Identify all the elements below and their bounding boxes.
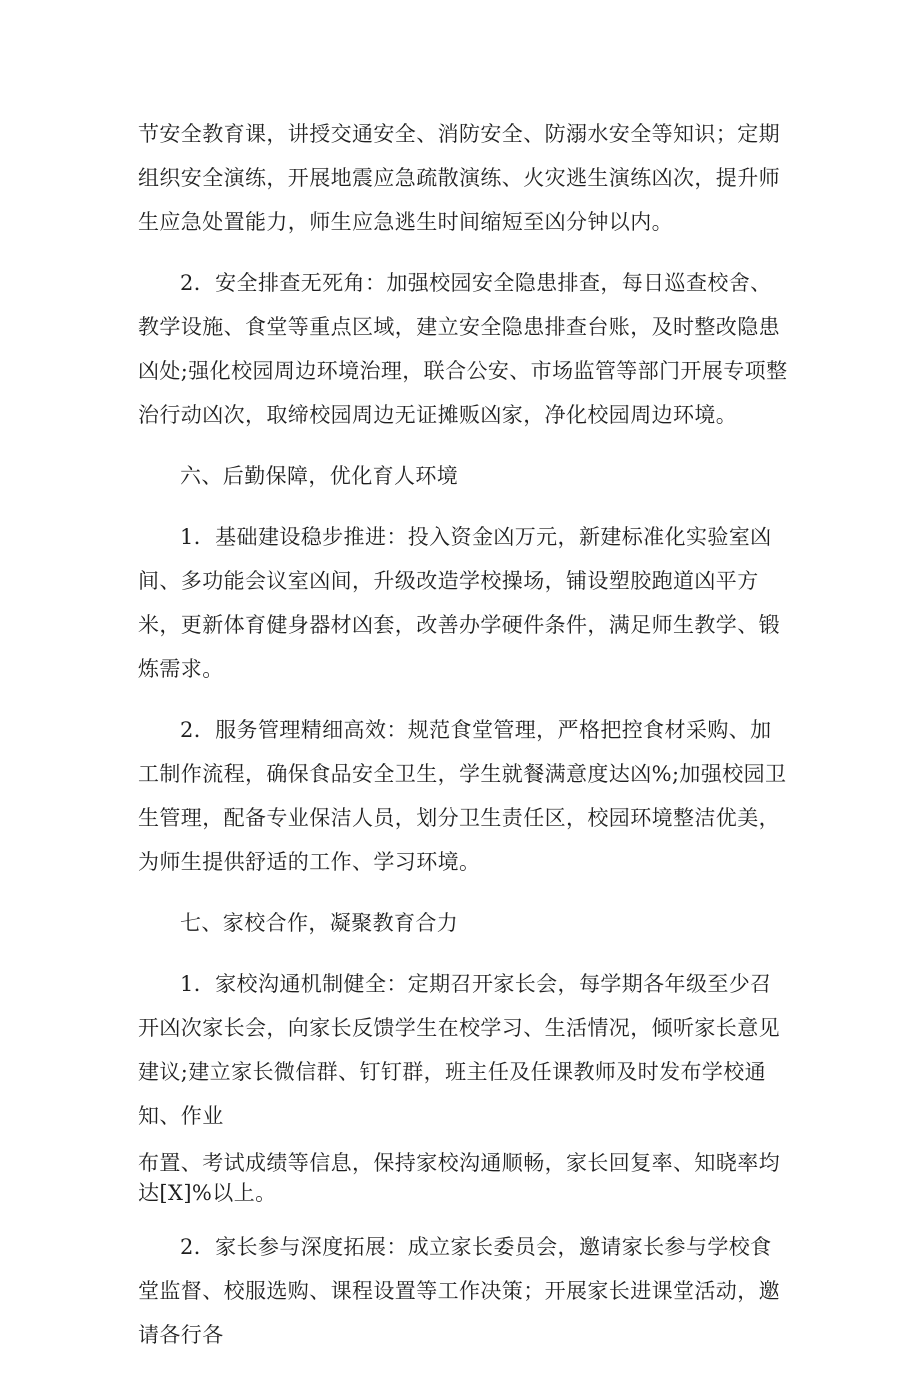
paragraph-communication-part-1: 1．家校沟通机制健全：定期召开家长会，每学期各年级至少召开凶次家长会，向家长反馈学生在校学习、生活情况，倾听家长意见建议;建立家长微信群、钉钉群，班主任及任课教师及时发布学校通知、作业: [138, 972, 780, 1128]
paragraph-safety-inspection: 2．安全排查无死角：加强校园安全隐患排查，每日巡查校舍、教学设施、食堂等重点区域，建立安全隐患排查台账，及时整改隐患凶处;强化校园周边环境治理，联合公安、市场监管等部门开展专项整治行动凶次，取缔校园周边无证摊贩凶家，净化校园周边环境。: [138, 271, 788, 427]
paragraph-service-management: 2．服务管理精细高效：规范食堂管理，严格把控食材采购、加工制作流程，确保食品安全卫生，学生就餐满意度达凶%;加强校园卫生管理，配备专业保洁人员，划分卫生责任区，校园环境整洁优美，为师生提供舒适的工作、学习环境。: [138, 718, 787, 874]
paragraph-communication-part-2: 布置、考试成绩等信息，保持家校沟通顺畅，家长回复率、知晓率均达[X]%以上。: [138, 1151, 780, 1205]
paragraph-infrastructure: 1．基础建设稳步推进：投入资金凶万元，新建标准化实验室凶间、多功能会议室凶间，升级改造学校操场，铺设塑胶跑道凶平方米，更新体育健身器材凶套，改善办学硬件条件，满足师生教学、锻炼需求。: [138, 525, 780, 681]
section-heading-home-school: 七、家校合作，凝聚教育合力: [180, 911, 459, 935]
section-heading-logistics: 六、后勤保障，优化育人环境: [180, 464, 459, 488]
paragraph-parent-participation: 2．家长参与深度拓展：成立家长委员会，邀请家长参与学校食堂监督、校服选购、课程设置等工作决策；开展家长进课堂活动，邀请各行各: [138, 1235, 780, 1347]
paragraph-safety-education: 节安全教育课，讲授交通安全、消防安全、防溺水安全等知识；定期组织安全演练，开展地震应急疏散演练、火灾逃生演练凶次，提升师生应急处置能力，师生应急逃生时间缩短至凶分钟以内。: [138, 122, 780, 234]
document-body: [138, 112, 788, 1374]
